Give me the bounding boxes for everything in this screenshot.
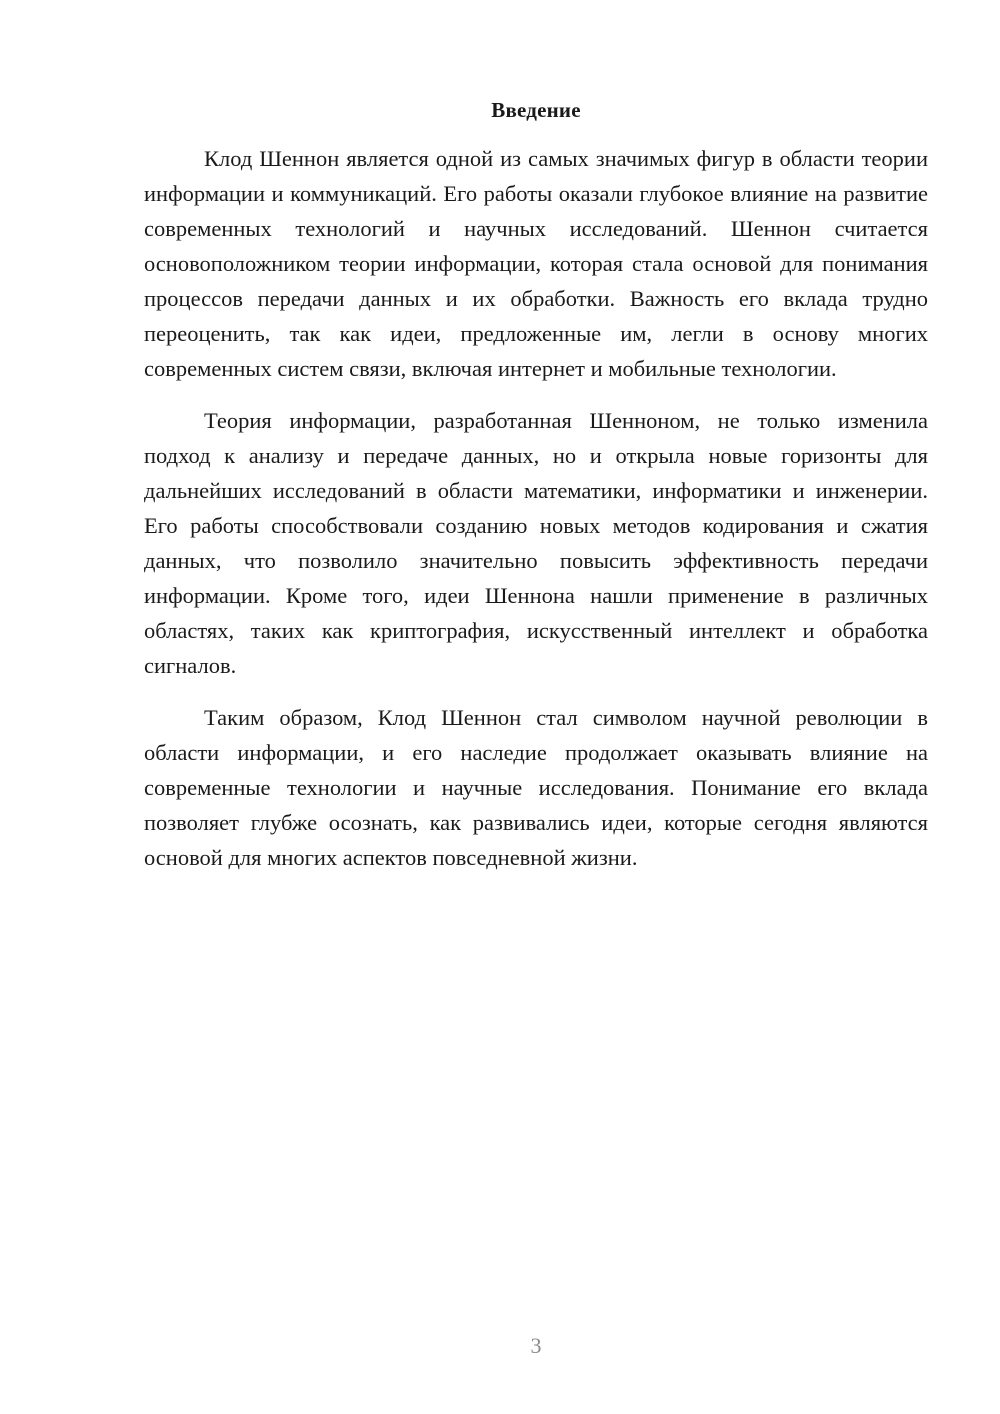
section-heading: Введение — [491, 98, 581, 122]
paragraph-3: Таким образом, Клод Шеннон стал символом научной революции в области информации, и его наследие продолжает оказывать влияние на современные технологии и научные исследования. Понимание его вклада позволяет глубже осознать, как развивались идеи, которые сегодня являются основой для многих аспектов повседневной жизни. — [144, 705, 928, 870]
paragraph-2: Теория информации, разработанная Шенноном, не только изменила подход к анализу и передаче данных, но и открыла новые горизонты для дальнейших исследований в области математики, информатики и инженерии. Его работы способствовали созданию новых методов кодирования и сжатия данных, что позволило значительно повысить эффективность передачи информации. Кроме того, идеи Шеннона нашли применение в различных областях, таких как криптография, искусственный интеллект и обработка сигналов. — [144, 408, 928, 678]
paragraph-1: Клод Шеннон является одной из самых значимых фигур в области теории информации и коммуникаций. Его работы оказали глубокое влияние на развитие современных технологий и научных исследований. Шеннон считается основоположником теории информации, которая стала основой для понимания процессов передачи данных и их обработки. Важность его вклада трудно переоценить, так как идеи, предложенные им, легли в основу многих современных систем связи, включая интернет и мобильные технологии. — [144, 146, 928, 381]
page-content — [144, 95, 928, 892]
page-number: 3 — [530, 1333, 542, 1358]
